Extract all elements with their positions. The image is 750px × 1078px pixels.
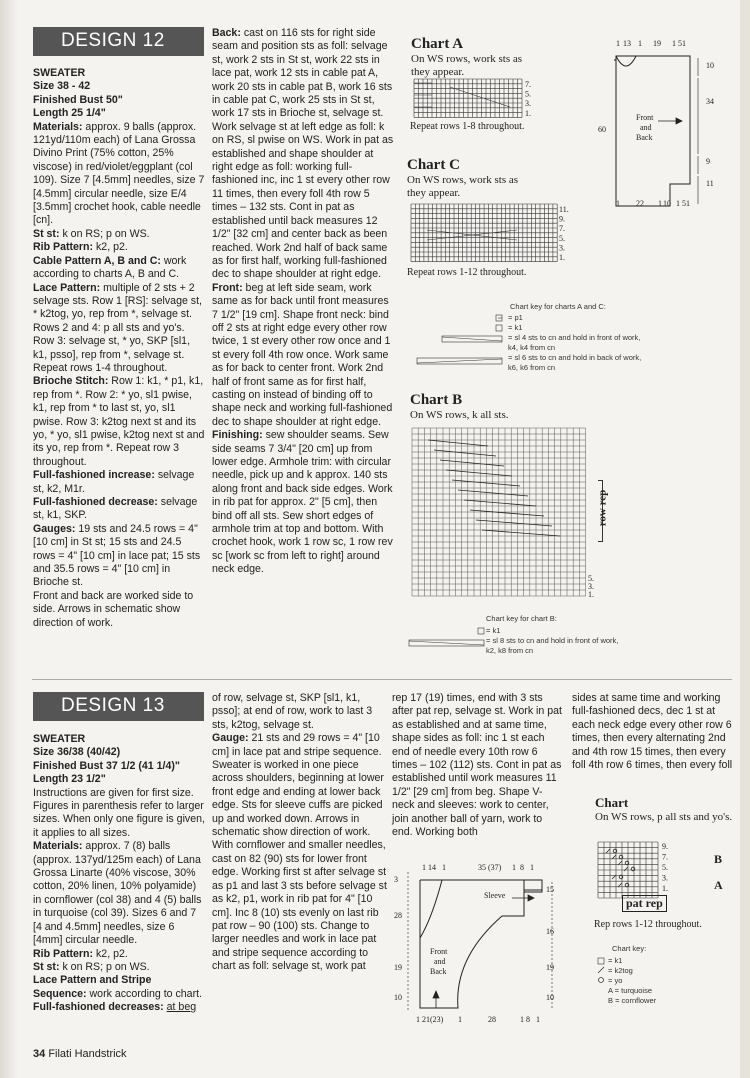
d13-key-title: Chart key: <box>612 944 647 953</box>
d13-lace: Lace Pattern and Stripe Sequence: work according to chart. <box>33 974 202 1000</box>
d13-intro: Instructions are given for first size. Figures in parenthesis refer to larger sizes. When only one figure is given, it applies to all sizes. <box>33 786 205 839</box>
key-b-title: Chart key for chart B: <box>486 614 557 623</box>
d12-sch-bot-10: 10 <box>663 199 671 208</box>
d12-type: SWEATER <box>33 67 86 79</box>
d13-text1: of row, selvage st, SKP [sl1, k1, psso]; at end of row, work to last 3 sts, k2tog, selvage st. <box>212 692 373 731</box>
page-footer <box>33 1048 127 1060</box>
chart-b-block <box>410 392 590 422</box>
d13-text3: With cornflower and smaller needles, cast on 82 (90) sts for lower front edge. Working first st after selvage st as p1 and last 3 sts before selvage st as k2, p1, work in rib pat for 4" [10 cm]. Inc 8 (10) sts evenly on last rib pat row – 90 (100) sts. Change to larger needles and work in lace pat and stripe sequence according to chart as foll: selvage st, work pat <box>212 839 387 973</box>
d13-key-items <box>608 956 728 1006</box>
key-ac-title: Chart key for charts A and C: <box>510 302 606 311</box>
right-bleed <box>740 0 750 1078</box>
row-label: 7. <box>559 224 565 234</box>
d13-length: Length 23 1/2" <box>33 773 106 786</box>
row-label: 9. <box>559 214 565 224</box>
d12-sch-bot-1b: 1 <box>658 199 662 208</box>
d12-sch-bot-22: 22 <box>636 199 644 208</box>
design13-col3 <box>392 692 564 839</box>
key-b-item: = sl 8 sts to cn and hold in front of work, k2, k8 from cn <box>486 636 619 655</box>
d12-sch-bot-1: 1 <box>616 199 620 208</box>
chart-c-title: Chart C <box>407 157 460 173</box>
d12-back: Back: cast on 116 sts for right side seam and position sts as foll: selvage st, work 2 sts in St st, work 22 sts in lace pat, work 12 sts in cable pat A, work 20 sts in cable pat B, work 16 sts in cable pat C, work 25 sts in St st, work 17 sts in Brioche st, selvage st. Work selvage st at left edge as foll: k on RS, sl pwise on WS. Work in pat as established and shape shoulder at right edge as foll: working full-fashioned inc, inc 1 st every other row 11 times, then every foll 4th row 5 times – 132 sts. Cont in pat as established until back measures 12 1/2" [32 cm] and center back as been reached. Work 2nd half of back same as for first half, working full-fashioned dec to shape shoulder at right edge. <box>212 27 394 281</box>
chart-b-cable <box>434 450 496 456</box>
chart-c-repeat: Repeat rows 1-12 throughout. <box>407 267 527 278</box>
row-label: 1. <box>588 590 594 599</box>
design12-col2 <box>212 27 396 577</box>
design13-header: DESIGN 13 <box>33 692 204 721</box>
d13-size: Size 36/38 (40/42) <box>33 746 121 759</box>
d12-note: Front and back are worked side to side. Arrows in schematic show direction of work. <box>33 589 194 629</box>
d12-bust: Finished Bust 50" <box>33 93 123 106</box>
row-label: 9. <box>662 842 668 851</box>
d13-key-item: A = turquoise <box>608 986 652 995</box>
row-label: 1. <box>662 884 668 893</box>
d13-sch-top-1: 1 <box>422 863 426 872</box>
d13-chart-mark <box>612 855 616 859</box>
chart-a-title: Chart A <box>411 36 464 52</box>
d12-sch-right-10: 10 <box>706 61 714 70</box>
row-label: 5. <box>525 89 531 99</box>
d13-sch-and: and <box>434 957 446 966</box>
row-label: 7. <box>525 80 531 89</box>
d12-finishing: Finishing: sew shoulder seams. Sew side seams 7 3/4" [20 cm] up from lower edge. Armhole trim: with circular needle, pick up and k approx. 140 sts along front and back side edges. Work in rib pat for approx. 2" [5 cm], then bind off all sts. Sew short edges of armhole trim at top and bottom. With crochet hook, work 1 row sc, 1 row rev sc [work sc from left to right] around neck edge. <box>212 429 393 576</box>
row-label: 3. <box>588 582 594 591</box>
d13-type: SWEATER <box>33 733 86 745</box>
key-b-symbols <box>408 626 488 656</box>
d13-sch-left-3: 3 <box>394 875 398 884</box>
d13-chart-repeat: Rep rows 1-12 throughout. <box>594 919 702 930</box>
chart-c-grid <box>407 200 587 266</box>
d13-legend-b: B <box>714 852 723 866</box>
d12-brioche: Brioche Stitch: Row 1: k1, * p1, k1, rep from *. Row 2: * yo, sl1 pwise, k1, rep from * to last st, yo, sl1 pwise. Row 3: k2tog next st and its yo, * yo, sl1 pwise, k2tog next st and its yo, rep from *. Repeat row 3 throughout. <box>33 375 205 468</box>
design13-col1 <box>33 733 205 1015</box>
d13-sch-right-15: 15 <box>546 885 554 894</box>
d13-sch-bot-1b: 1 <box>458 1015 462 1024</box>
row-label: 3. <box>559 243 565 253</box>
key-b-item: = k1 <box>486 626 501 635</box>
page-number: 34 <box>33 1048 46 1060</box>
section-divider <box>32 679 732 680</box>
design13-col2 <box>212 692 387 974</box>
d13-sch-top-1d: 1 <box>530 863 534 872</box>
chart-b-cable <box>476 520 552 526</box>
d13-sch-left-28: 28 <box>394 911 402 920</box>
d12-sch-top-19: 19 <box>653 39 661 48</box>
d13-col3-text: rep 17 (19) times, end with 3 sts after pat rep, selvage st. Work in pat as established and at same time, shape sides as foll: inc 1 st each end of needle every 10th row 6 times – 102 (112) sts. Cont in pat as established until work measures 11 1/2" [29 cm] from beg. Shape V-neck and sleeves: work to center, join another ball of yarn, work to end. Working both <box>392 692 562 839</box>
d13-sch-front: Front <box>430 947 448 956</box>
d13-chart-mark <box>618 883 622 887</box>
d13-sch-right-19: 19 <box>546 963 554 972</box>
d12-gauge: Gauges: 19 sts and 24.5 rows = 4" [10 cm] in St st; 15 sts and 24.5 rows = 4" [10 cm] in lace pat; 15 sts and 35.5 rows = 4" [10 cm] in Brioche st. <box>33 522 201 589</box>
d12-ffinc: Full-fashioned increase: selvage st, k2, M1r. <box>33 469 195 495</box>
row-label: 11. <box>559 205 569 214</box>
d13-sch-top-8: 8 <box>520 863 524 872</box>
chart-b-cable <box>440 460 504 466</box>
key-b-items <box>486 626 626 656</box>
d13-rib: Rib Pattern: k2, p2. <box>33 947 128 960</box>
d13-sch-top-1b: 1 <box>442 863 446 872</box>
d13-chart-grid <box>596 840 716 902</box>
d12-materials: Materials: approx. 9 balls (approx. 121yd/110m each) of Lana Grossa Divino Print (75% cotton, 25% viscose) in red/violet/eggplant (col 109). Size 7 [4.5mm] needles, size 7 [4.5mm] circular needle, size E/4 [3.5mm] crochet hook, cable needle [cn]. <box>33 120 205 227</box>
d12-sch-top-13: 13 <box>623 39 631 48</box>
row-label: 1. <box>525 108 531 118</box>
chart-b-subtitle: On WS rows, k all sts. <box>410 409 509 421</box>
d13-sch-left-10: 10 <box>394 993 402 1002</box>
d13-key-item: B = cornflower <box>608 996 657 1005</box>
row-rep-bracket <box>598 480 618 540</box>
design12-header: DESIGN 12 <box>33 27 204 56</box>
d13-sch-right-10: 10 <box>546 993 554 1002</box>
key-ac-item: = k1 <box>508 323 523 332</box>
d12-sch-top-51: 51 <box>678 39 686 48</box>
d13-key-item: = yo <box>608 976 623 985</box>
key-ac-item: = p1 <box>508 313 523 322</box>
d12-lace: Lace Pattern: multiple of 2 sts + 2 selvage sts. Row 1 [RS]: selvage st, * k2tog, yo, rep from *, selvage st. Rows 2 and 4: p all sts and yo's. Row 3: selvage st, * yo, SKP [sl1, k1, psso], rep from *, selvage st. Repeat rows 1-4 throughout. <box>33 281 202 374</box>
d13-sch-bot-28: 28 <box>488 1015 496 1024</box>
key-ac-symbols <box>416 313 506 375</box>
d13-sch-bot-1d: 1 <box>536 1015 540 1024</box>
key-ac-item: = sl 4 sts to cn and hold in front of work, k4, k4 from cn <box>508 333 641 352</box>
d12-schematic <box>598 36 730 216</box>
d13-schematic <box>392 858 562 1028</box>
d13-sch-bot-21: 21(23) <box>422 1015 444 1024</box>
d13-sch-top-14: 14 <box>428 863 436 872</box>
chart-b-cable <box>446 470 512 476</box>
d13-sch-left-19: 19 <box>394 963 402 972</box>
d12-length: Length 25 1/4" <box>33 107 106 120</box>
d12-front: Front: beg at left side seam, work same as for back until front measures 7 1/2" [19 cm]. Shape front neck: bind off 2 sts at right edge every other row twice, 1 st every other row once and 1 st every foll 4th row once. Work same as for back to center front. Work 2nd half of front same as for first half, casting on instead of binding off to shape neck and working full-fashioned dec to shape shoulder at right edge. <box>212 281 393 428</box>
design12-col1 <box>33 67 205 630</box>
key-ac-items <box>508 313 648 373</box>
d12-size: Size 38 - 42 <box>33 80 91 93</box>
d13-pat-rep: pat rep <box>622 895 667 912</box>
d13-chart-title: Chart <box>595 795 629 810</box>
d13-sch-bot-8: 8 <box>526 1015 530 1024</box>
row-rep-text: row rep <box>596 489 609 527</box>
d12-sch-bot-51: 51 <box>682 199 690 208</box>
d13-chart-mark <box>624 867 628 871</box>
row-label: 5. <box>559 233 565 243</box>
d13-materials: Materials: approx. 7 (8) balls (approx. 137yd/125m each) of Lana Grossa Linarte (40% viscose, 30% cotton, 20% linen, 10% polyamide) in cornflower (col 38) and 4 (5) balls in turquoise (col 39). Sizes 6 and 7 [4 and 4.5mm] needles, size 6 [4mm] circular needle. <box>33 840 202 947</box>
d12-sch-label-front: Front <box>636 113 654 122</box>
chart-a-repeat: Repeat rows 1-8 throughout. <box>410 121 525 132</box>
d13-chart-block <box>595 795 735 824</box>
d13-chart-subtitle: On WS rows, p all sts and yo's. <box>595 811 733 823</box>
d12-sch-right-34: 34 <box>706 97 714 106</box>
d12-sch-right-11: 11 <box>706 179 714 188</box>
d12-cable: Cable Pattern A, B and C: work according to charts A, B and C. <box>33 254 187 281</box>
d13-sch-bot-1: 1 <box>416 1015 420 1024</box>
chart-b-cable <box>452 480 520 486</box>
row-label: 5. <box>588 574 594 583</box>
d13-gauge: Gauge: 21 sts and 29 rows = 4" [10 cm] in lace pat and stripe sequence. <box>212 732 382 758</box>
d13-sch-top-35: 35 (37) <box>478 863 502 872</box>
d12-sch-bot-1c: 1 <box>676 199 680 208</box>
d13-key-item: = k1 <box>608 956 623 965</box>
d13-sch-top-1c: 1 <box>512 863 516 872</box>
d13-sch-bot-1c: 1 <box>520 1015 524 1024</box>
chart-a-block <box>411 36 561 79</box>
design13-col4 <box>572 692 738 772</box>
page-spine-shadow <box>0 0 18 1078</box>
key-ac-item: = sl 6 sts to cn and hold in back of work, k6, k6 from cn <box>508 353 642 372</box>
row-label: 3. <box>525 99 531 109</box>
d13-legend-a: A <box>714 878 723 892</box>
d12-rib: Rib Pattern: k2, p2. <box>33 241 128 254</box>
d12-sch-label-and: and <box>640 123 652 132</box>
d13-sch-right-16: 16 <box>546 927 554 936</box>
d12-ffdec: Full-fashioned decrease: selvage st, k1, SKP. <box>33 496 198 522</box>
d13-text2: Sweater is worked in one piece across shoulders, beginning at lower front edge and ending at lower back edge. Sts for sleeve cuffs are picked up and worked down. Arrows in schematic show direction of work. <box>212 759 384 839</box>
d13-stst: St st: k on RS; p on WS. <box>33 960 150 973</box>
d13-sch-back: Back <box>430 967 447 976</box>
d12-sch-top-1c: 1 <box>672 39 676 48</box>
d13-ffdec: Full-fashioned decreases: at beg <box>33 1001 197 1014</box>
row-label: 5. <box>662 863 668 872</box>
chart-a-subtitle: On WS rows, work sts as they appear. <box>411 53 523 78</box>
d12-stst: St st: k on RS; p on WS. <box>33 227 150 240</box>
chart-c-subtitle: On WS rows, work sts as they appear. <box>407 174 519 199</box>
d13-sch-sleeve: Sleeve <box>484 891 506 900</box>
chart-b-title: Chart B <box>410 392 463 408</box>
d12-sch-top-1b: 1 <box>638 39 642 48</box>
row-label: 7. <box>662 852 668 862</box>
d12-sch-label-back: Back <box>636 133 653 142</box>
d13-key-item: = k2tog <box>608 966 633 975</box>
chart-c-block <box>407 157 557 200</box>
d12-sch-right-9: 9 <box>706 157 710 166</box>
row-label: 3. <box>662 873 668 883</box>
chart-b-cable <box>464 500 536 506</box>
d13-chart-mark <box>606 849 610 853</box>
d13-col4-text: sides at same time and working full-fashioned decs, dec 1 st at each neck edge every other row 6 times, then every alternating 2nd and 4th row 15 times, then every foll 4th row 6 times, then every foll <box>572 692 733 772</box>
chart-a-grid <box>410 77 540 119</box>
row-label: 1. <box>559 253 565 262</box>
magazine-name: Filati Handstrick <box>48 1048 127 1060</box>
chart-b-cable <box>470 510 544 516</box>
d13-bust: Finished Bust 37 1/2 (41 1/4)" <box>33 759 180 772</box>
d12-sch-left-60: 60 <box>598 125 606 134</box>
d12-sch-top-1: 1 <box>616 39 620 48</box>
